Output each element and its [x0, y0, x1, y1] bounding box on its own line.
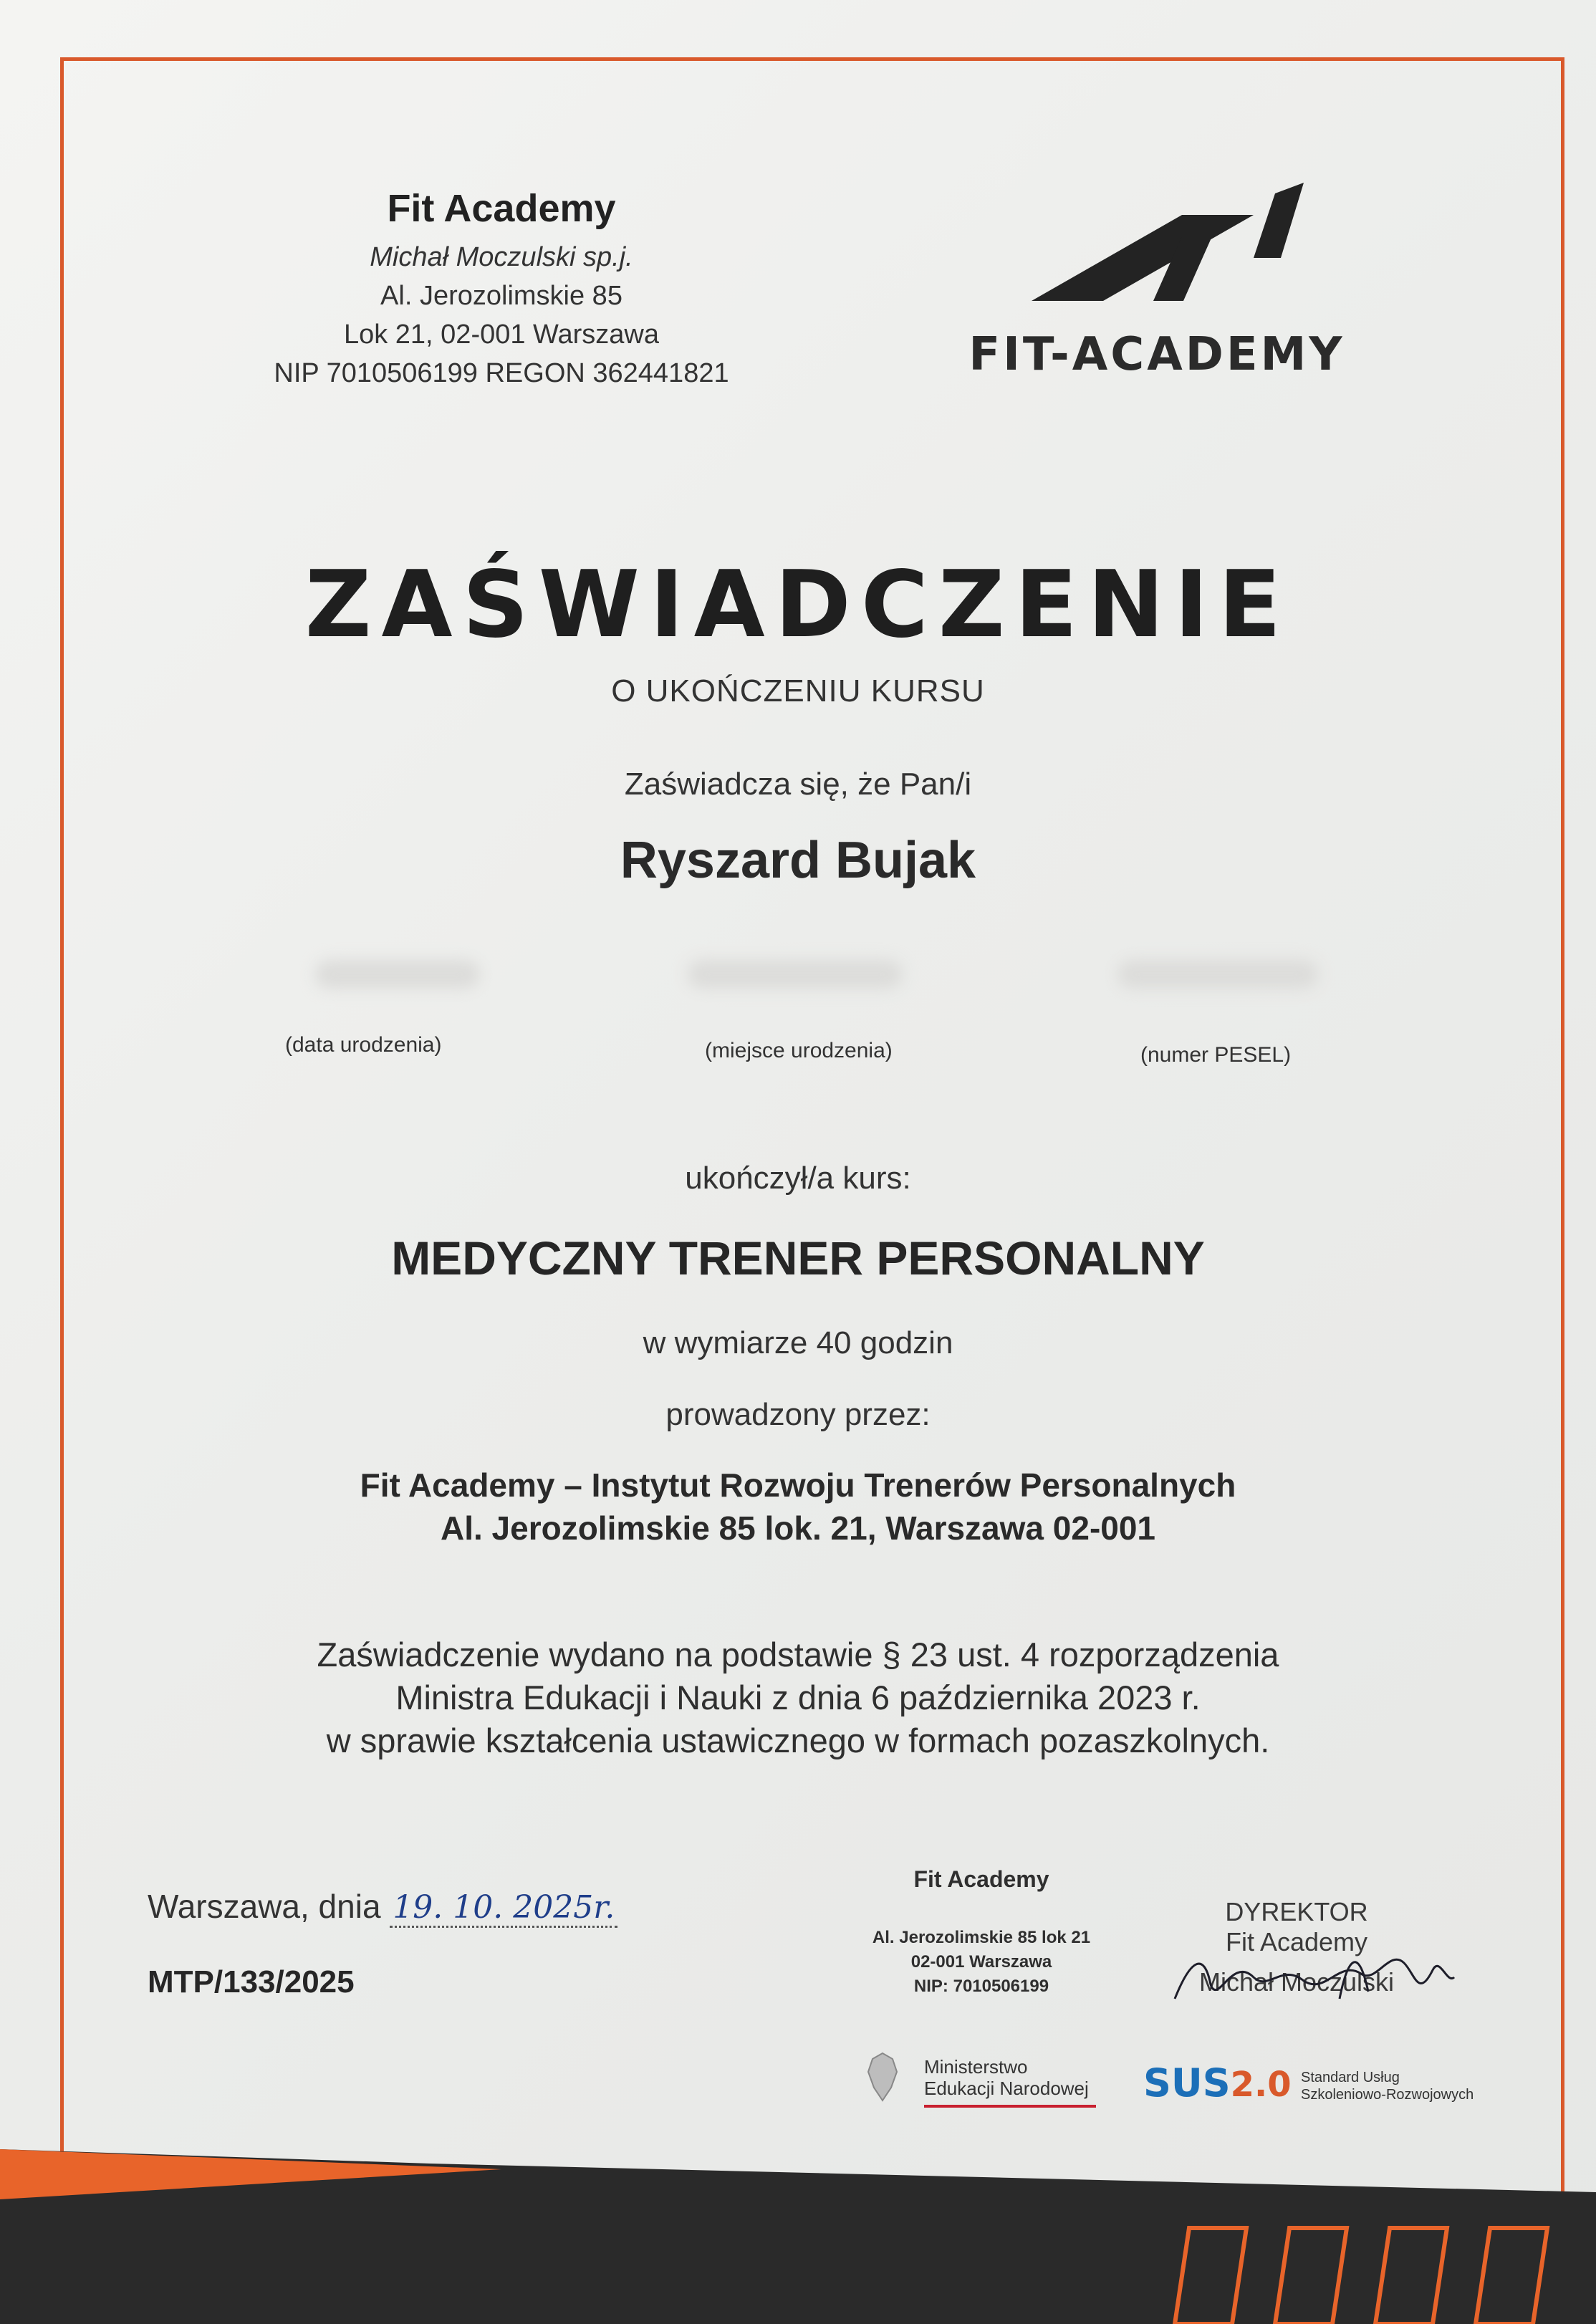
- sus-logo: [1143, 2060, 1292, 2105]
- stamp-address-1: Al. Jerozolimskie 85 lok 21: [872, 1928, 1091, 1947]
- redacted-birth-date: [315, 960, 480, 989]
- stamp-address-2: 02-001 Warszawa: [910, 1952, 1052, 1972]
- issuer-name: Fit Academy: [387, 187, 616, 230]
- legal-line-3: w sprawie kształcenia ustawicznego w formach pozaszkolnych.: [326, 1722, 1270, 1759]
- ministry-red-line: [924, 2105, 1096, 2108]
- completed-text: ukończył/a kurs:: [685, 1161, 911, 1196]
- issuer-owner: Michał Moczulski sp.j.: [370, 242, 633, 272]
- issuer-ids: NIP 7010506199 REGON 362441821: [274, 358, 729, 388]
- sus-mark: SUS: [1143, 2060, 1231, 2105]
- director-title: DYREKTOR: [1225, 1897, 1368, 1926]
- place-label: Warszawa, dnia: [148, 1888, 381, 1925]
- sus-caption: [1301, 2069, 1474, 2103]
- sus-line-2: Szkoleniowo-Rozwojowych: [1301, 2087, 1474, 2103]
- legal-basis: [0, 1633, 1596, 1762]
- stamp-name: Fit Academy: [913, 1866, 1049, 1892]
- stamp-nip: NIP: 7010506199: [913, 1977, 1049, 1996]
- ministry-line-2: Edukacji Narodowej: [924, 2078, 1089, 2099]
- label-birth-date: (data urodzenia): [285, 1033, 442, 1057]
- label-birth-place: (miejsce urodzenia): [705, 1039, 893, 1062]
- person-name: Ryszard Bujak: [620, 832, 976, 889]
- ministry-logo-text: [924, 2056, 1089, 2099]
- certificate-subtitle: O UKOŃCZENIU KURSU: [611, 673, 985, 709]
- director-name: Michał Moczulski: [1198, 1967, 1395, 1997]
- course-hours: w wymiarze 40 godzin: [643, 1325, 953, 1360]
- course-name: MEDYCZNY TRENER PERSONALNY: [391, 1231, 1205, 1285]
- institution-address: Al. Jerozolimskie 85 lok. 21, Warszawa 02-001: [440, 1509, 1156, 1547]
- company-stamp: [817, 1866, 1146, 1999]
- reference-number: MTP/133/2025: [148, 1964, 355, 1999]
- place-and-date: [148, 1887, 617, 1926]
- issue-date: 19. 10. 2025r.: [390, 1889, 617, 1928]
- sus-line-1: Standard Usług: [1301, 2070, 1400, 2085]
- conducted-by: prowadzony przez:: [665, 1397, 931, 1432]
- issuer-block: [215, 186, 788, 393]
- ministry-line-1: Ministerstwo: [924, 2056, 1028, 2078]
- redacted-birth-place: [688, 960, 903, 989]
- certificate-title: ZAŚWIADCZENIE: [304, 552, 1292, 658]
- legal-line-1: Zaświadczenie wydano na podstawie § 23 ust. 4 rozporządzenia: [317, 1636, 1279, 1674]
- issuer-city: Lok 21, 02-001 Warszawa: [343, 320, 660, 350]
- legal-line-2: Ministra Edukacji i Nauki z dnia 6 października 2023 r.: [395, 1679, 1201, 1716]
- redacted-pesel: [1117, 960, 1318, 989]
- issuer-street: Al. Jerozolimskie 85: [380, 281, 622, 311]
- logo-text: FIT-ACADEMY: [968, 328, 1345, 381]
- director-org: Fit Academy: [1225, 1927, 1368, 1956]
- sus-version: 2.0: [1230, 2065, 1292, 2105]
- signature-icon: [1160, 1920, 1461, 2020]
- institution-name: Fit Academy – Instytut Rozwoju Trenerów Personalnych: [360, 1466, 1236, 1504]
- label-pesel: (numer PESEL): [1140, 1043, 1292, 1067]
- certificate-intro: Zaświadcza się, że Pan/i: [624, 767, 972, 802]
- bottom-decoration: [0, 2149, 1596, 2324]
